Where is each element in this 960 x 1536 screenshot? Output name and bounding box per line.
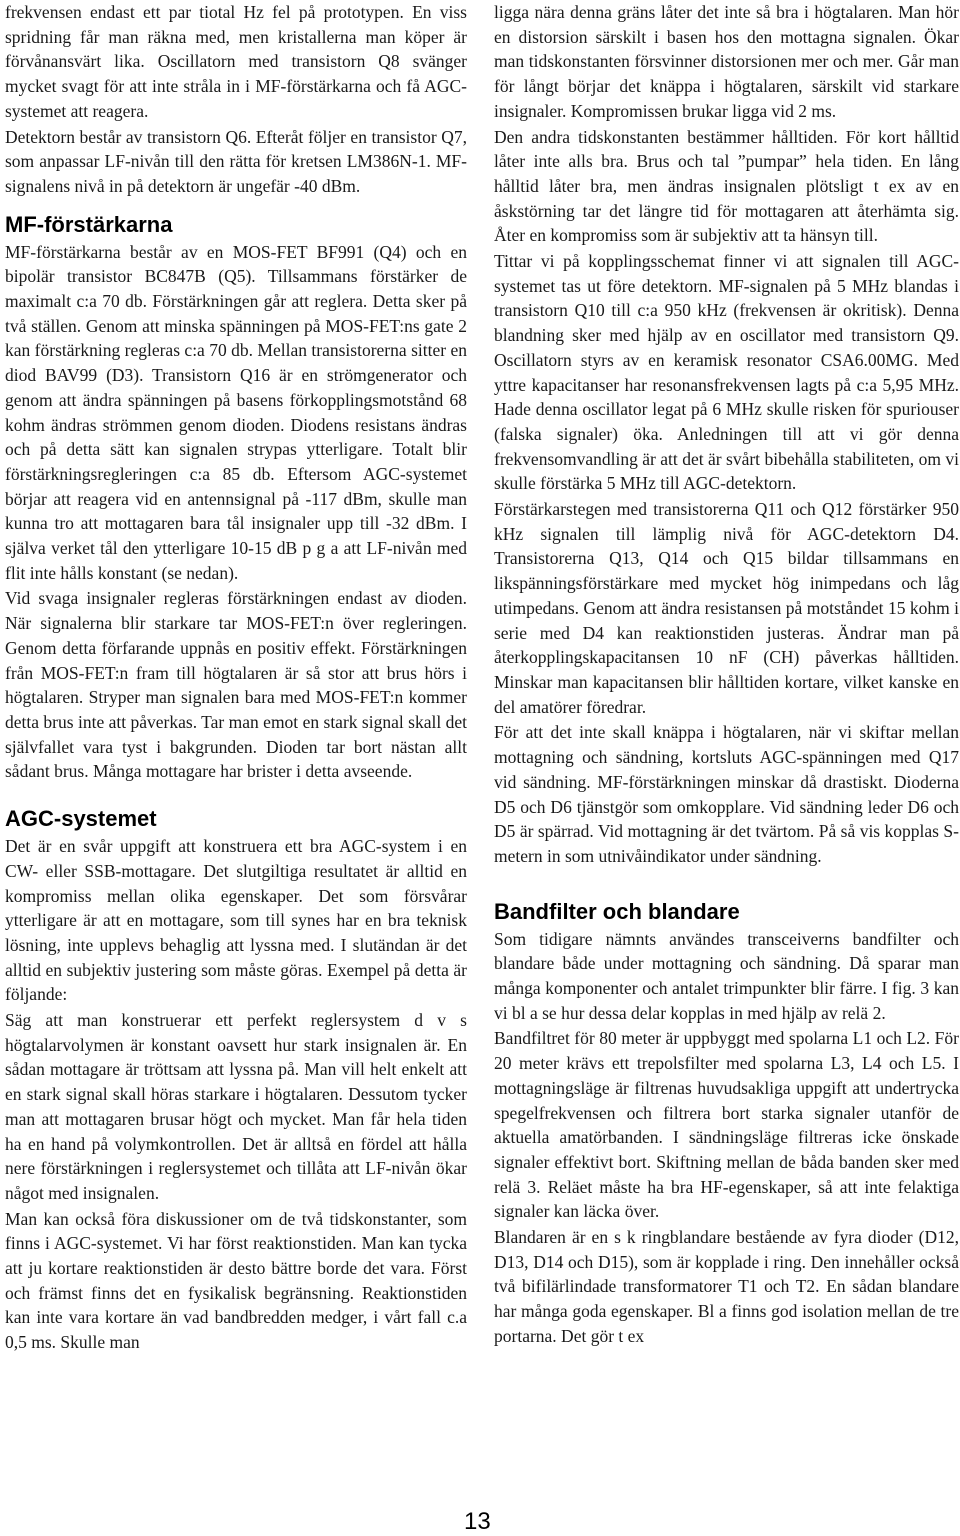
paragraph: Den andra tidskonstanten bestämmer hålltiden. För kort hålltid låter inte alls bra. Brus och tal ”pumpar” hela tiden. En lång hålltid låter bra, men ändras insignalen plötsligt t ex av en åskstörning tar det längre tid för mottagaren att återhämta sig. Åter en kompromiss som är subjektiv att ta hänsyn till. (494, 126, 959, 246)
paragraph: Vid svaga insignaler regleras förstärkningen endast av dioden. När signalerna blir starkare tar MOS-FET:n över regleringen. Genom detta förfarande uppnås en positiv effekt. Förstärkningen från MOS-FET:n fram till högtalaren är så stor att brus hörs i högtalaren. Stryper man signalen bara med MOS-FET:n kommer detta brus inte att påverkas. Tar man emot en stark signal skall det självfallet vara tyst i bakgrunden. Dioden tar bort nästan allt sådant brus. Många mottagare har brister i detta avseende. (5, 588, 467, 782)
page-number: 13 (464, 1508, 491, 1535)
paragraph: Som tidigare nämnts användes transceiverns bandfilter och blandare både under mottagning och sändning. Då sparar man många komponenter och antalet trimpunkter blir färre. I fig. 3 kan vi bl a se hur dessa delar kopplas in med hjälp av relä 2. (494, 928, 959, 1023)
paragraph: Bandfiltret för 80 meter är uppbyggt med spolarna L1 och L2. För 20 meter krävs ett trepolsfilter med spolarna L3, L4 och L5. I mottagningsläge är filtrenas huvudsakliga uppgift att undertrycka spegelfrekvensen och filtrera bort starka signaler utanför de aktuella amatörbanden. I sändningsläge filtreras icke önskade signaler effektivt bort. Skiftning mellan de båda banden sker med relä 3. Reläet måste ha bra HF-egenskaper, så att inte felaktiga signaler kan läcka över. (494, 1028, 959, 1222)
paragraph: Förstärkarstegen med transistorerna Q11 och Q12 förstärker 950 kHz signalen till lämplig nivå för AGC-detektorn D4. Transistorerna Q13, Q14 och Q15 bildar tillsammans en likspänningsförstärkare med mycket hög inimpedans och låg utimpedans. Genom att ändra resistansen på motståndet 15 kohm i serie med D4 kan reaktionstiden justeras. Ändrar man på återkopplingskapacitansen 10 nF (CH) påverkas hålltiden. Minskar man kapacitansen blir hålltiden kortare, vilket kanske en del amatörer föredrar. (494, 499, 959, 717)
left-column (5, 0, 467, 1356)
paragraph: Det är en svår uppgift att konstruera ett bra AGC-system i en CW- eller SSB-mottagare. Det slutgiltiga resultatet är alltid en kompromiss mellan olika egenskaper. Det som försvårar ytterligare är att en mottagare, som till synes har en bra teknisk lösning, inte upplevs behaglig att lyssna med. I slutändan är det alltid en subjektiv justering som måste göras. Exempel på detta är följande: (5, 836, 467, 1005)
paragraph: Blandaren är en s k ringblandare bestående av fyra dioder (D12, D13, D14 och D15), som är kopplade i ring. Den innehåller också två bifilärlindade transformatorer T1 och T2. En sådan blandare har många goda egenskaper. Bl a finns god isolation mellan de tre portarna. Det gör t ex (494, 1227, 959, 1346)
paragraph: MF-förstärkarna består av en MOS-FET BF991 (Q4) och en bipolär transistor BC847B (Q5). Tillsammans förstärker de maximalt c:a 70 db. Förstärkningen går att reglera. Detta sker på två ställen. Genom att minska spänningen på MOS-FET:ns gate 2 kan förstärkning regleras c:a 70 db. Mellan transistorerna sitter en diod BAV99 (D3). Transistorn Q16 är en strömgenerator och genom att ändra spänningen på basens förkopplingsmotstånd 68 kohm ändras strömmen genom dioden. Diodens resistans ändras och på detta sätt kan signalen strypas ytterligare. Totalt blir förstärkningsregleringen c:a 85 db. Eftersom AGC-systemet börjar att reagera vid en antennsignal på -117 dBm, skulle man kunna tro att mottagaren bara tål insignaler upp till -32 dBm. I själva verket tål den ytterligare 10-15 dB p g a att LF-nivån med flit inte hålls konstant (se nedan). (5, 241, 467, 583)
paragraph: Detektorn består av transistorn Q6. Efteråt följer en transistor Q7, som anpassar LF-nivån till den rätta för kretsen LM386N-1. MF-signalens nivå in på detektorn är ungefär -40 dBm. (5, 126, 467, 196)
paragraph: Man kan också föra diskussioner om de två tidskonstanter, som finns i AGC-systemet. Vi har först reaktionstiden. Man kan tycka att ju kortare reaktionstiden är desto bättre borde det vara. Först och främst finns det en fysikalisk begränsning. Reaktionstiden kan inte vara kortare än vad bandbredden medger, i vårt fall c.a 0,5 ms. Skulle man (5, 1208, 467, 1353)
paragraph: frekvensen endast ett par tiotal Hz fel på prototypen. En viss spridning får man räkna med, men kristallerna man köper är förvånansvärt lika. Oscillatorn med transistorn Q8 svänger mycket svagt för att inte stråla in i MF-förstärkarna och få AGC-systemet att reagera. (5, 2, 467, 121)
section-heading-mf: MF-förstärkarna (5, 211, 173, 237)
right-column (494, 0, 959, 1350)
paragraph: ligga nära denna gräns låter det inte så bra i högtalaren. Man hör en distorsion särskilt i basen hos den mottagna signalen. Ökar man tidskonstanten försvinner distorsionen mer och mer. Går man för långt börjar det knäppa i högtalaren, särskilt vid starkare insignaler. Kompromissen brukar ligga vid 2 ms. (494, 2, 959, 121)
section-heading-agc: AGC-systemet (5, 806, 157, 832)
paragraph: Tittar vi på kopplingsschemat finner vi att signalen till AGC-systemet tas ut före detektorn. MF-signalen på 5 MHz blandas i transistorn Q10 till c:a 950 kHz (frekvensen är okritisk). Denna blandning sker med hjälp av en oscillator med transistorn Q9. Oscillatorn styrs av en keramisk resonator CSA6.00MG. Med yttre kapacitanser har resonansfrekvensen lagts på c:a 5,95 MHz. Hade denna oscillator legat på 6 MHz skulle risken för spuriouser (falska signaler) öka. Anledningen till att vi gör denna frekvensomvandling är att det är svårt bibehålla stabiliteten, om vi skulle förstärka 5 MHz till AGC-detektorn. (494, 251, 959, 494)
paragraph: För att det inte skall knäppa i högtalaren, när vi skiftar mellan mottagning och sändning, kortsluts AGC-spänningen med Q17 vid sändning. MF-förstärkningen minskar då drastiskt. Dioderna D5 och D6 tjänstgör som omkopplare. Vid sändning leder D6 och D5 är spärrad. Vid mottagning är det tvärtom. På så vis kopplas S-metern in som utnivåindikator under sändning. (494, 722, 959, 866)
paragraph: Säg att man konstruerar ett perfekt reglersystem d v s högtalarvolymen är konstant oavsett hur stark insignalen är. En sådan mottagare är tröttsam att lyssna på. Man vill helt enkelt att en stark signal skall höras starkare i högtalaren. Dessutom tycker man att mottagaren brusar högt och mycket. Man får hela tiden ha en hand på volymkontrollen. Det är alltså en fördel att hålla nere förstärkningen i reglersystemet och tillåta att LF-nivån ökar något med insignalen. (5, 1010, 467, 1203)
section-heading-bandfilter: Bandfilter och blandare (494, 898, 740, 924)
